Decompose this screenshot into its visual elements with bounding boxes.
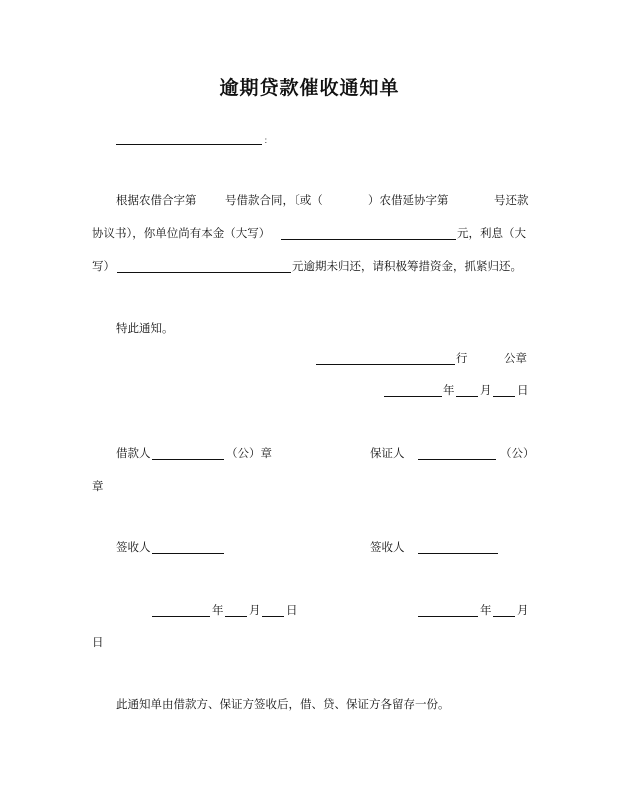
date1-day: 日 — [517, 383, 529, 397]
date2-year-blank — [152, 616, 210, 617]
date2-year: 年 — [212, 603, 224, 617]
addressee-colon: ： — [264, 136, 272, 145]
interest-blank — [117, 272, 291, 273]
body-line1-c: ）农借延协字第 — [368, 193, 449, 207]
body-line1-d: 号还款 — [494, 193, 529, 207]
footer-note: 此通知单由借款方、保证方签收后，借、贷、保证方各留存一份。 — [116, 697, 450, 711]
receiver1-blank — [152, 553, 224, 554]
bank-hang: 行 — [456, 351, 468, 365]
date2-day-blank — [262, 616, 284, 617]
body-line3-b: 元逾期未归还，请积极筹措资金，抓紧归还。 — [292, 259, 522, 273]
date1-year: 年 — [443, 383, 455, 397]
body-line3-a: 写） — [92, 259, 115, 273]
date1-year-blank — [384, 396, 442, 397]
date1-day-blank — [493, 396, 515, 397]
date2-day: 日 — [286, 603, 298, 617]
principal-blank — [281, 239, 456, 240]
guarantor-blank — [418, 459, 496, 460]
date3-year: 年 — [480, 603, 492, 617]
document-title: 逾期贷款催收通知单 — [219, 77, 400, 99]
receiver2-label: 签收人 — [370, 540, 405, 554]
addressee-blank — [116, 144, 262, 145]
date3-day: 日 — [92, 635, 104, 649]
bank-seal: 公章 — [504, 351, 527, 365]
borrower-label: 借款人 — [116, 446, 151, 460]
date2-month: 月 — [249, 603, 261, 617]
date1-month: 月 — [480, 383, 492, 397]
bank-name-blank — [316, 364, 455, 365]
guarantor-seal: （公） — [500, 446, 535, 460]
date2-month-blank — [225, 616, 247, 617]
date3-month: 月 — [517, 603, 529, 617]
borrower-blank — [152, 459, 224, 460]
body-line2-b: 元，利息（大 — [457, 226, 526, 240]
guarantor-seal-wrap: 章 — [92, 479, 104, 493]
body-line1-a: 根据农借合字第 — [116, 193, 197, 207]
borrower-seal: （公）章 — [226, 446, 272, 460]
guarantor-label: 保证人 — [370, 446, 405, 460]
body-line2-a: 协议书），你单位尚有本金（大写） — [92, 226, 271, 240]
body-line1-b: 号借款合同，〔或（ — [225, 193, 323, 207]
receiver1-label: 签收人 — [116, 540, 151, 554]
receiver2-blank — [418, 553, 498, 554]
date3-month-blank — [493, 616, 515, 617]
notice-text: 特此通知。 — [116, 321, 174, 335]
date3-year-blank — [418, 616, 478, 617]
date1-month-blank — [456, 396, 478, 397]
